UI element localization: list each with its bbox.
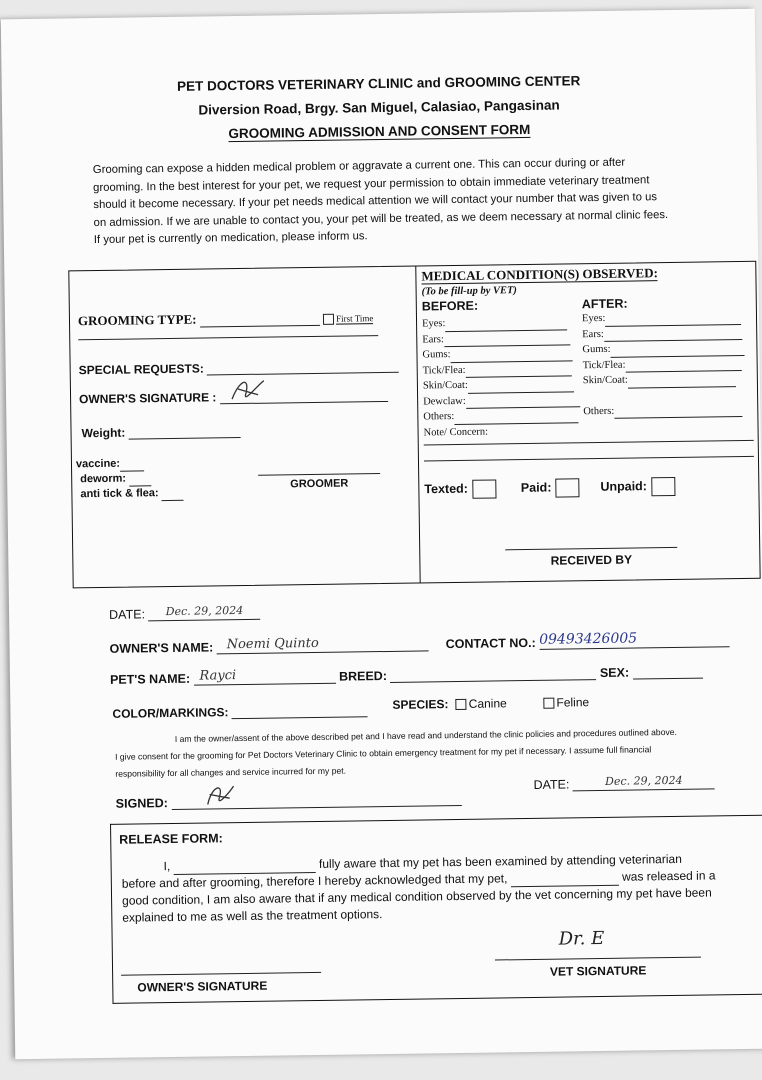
weight-field[interactable]: [129, 423, 241, 440]
vet-signature-line[interactable]: [495, 957, 701, 961]
consent-line: responsibility for all changes and service incurred for my pet.: [115, 765, 347, 779]
treatment-list: [76, 456, 184, 502]
signed-date-row: [533, 773, 715, 792]
release-text: fully aware that my pet has been examined by attending veterinarian: [318, 851, 682, 871]
after-others-field[interactable]: [614, 406, 742, 419]
anti-tick-label: anti tick & flea:: [80, 487, 159, 501]
unpaid-checkbox[interactable]: [651, 477, 675, 496]
signature-scribble-icon: [227, 375, 267, 406]
consent-paragraph: [115, 724, 678, 783]
anti-tick-field[interactable]: [162, 490, 184, 501]
breed-label: BREED:: [338, 668, 388, 684]
color-label: COLOR/MARKINGS:: [112, 705, 229, 721]
groomer-label: GROOMER: [290, 477, 349, 491]
consent-line: I am the owner/assent of the above described pet and I have read and understand the clinic policies and procedures outlined above.: [174, 726, 677, 744]
after-item: Tick/Flea:: [583, 355, 745, 373]
after-item: Ears:: [582, 324, 744, 342]
owner-signature-field[interactable]: [220, 387, 388, 404]
before-item: Ears:: [422, 330, 579, 348]
special-requests-field[interactable]: [207, 358, 399, 376]
canine-checkbox[interactable]: [456, 699, 467, 710]
weight-row: [81, 423, 240, 440]
before-item: Dewclaw:: [423, 392, 580, 410]
clinic-name: PET DOCTORS VETERINARY CLINIC and GROOMING CENTER: [176, 73, 581, 94]
release-text: I,: [163, 859, 171, 874]
deworm-field[interactable]: [129, 475, 151, 486]
intro-line: should it become necessary. If your pet needs medical attention we will contact your number that was given to us: [93, 191, 658, 212]
pet-name-label: PET'S NAME:: [109, 671, 191, 687]
paid-label: Paid:: [520, 480, 552, 495]
received-by-label: RECEIVED BY: [550, 552, 633, 568]
owner-name-row: [109, 629, 729, 656]
clinic-address: Diversion Road, Brgy. San Miguel, Calasiao, Pangasinan: [198, 97, 560, 118]
special-requests-label: SPECIAL REQUESTS:: [78, 361, 204, 378]
intro-line: If your pet is currently on medication, please inform us.: [93, 230, 368, 247]
pet-name-field[interactable]: Rayci: [193, 667, 335, 686]
vaccine-label: vaccine:: [75, 457, 121, 471]
release-form-box: [110, 815, 762, 1004]
date-row: [109, 604, 261, 622]
before-list: [422, 314, 580, 440]
color-field[interactable]: [232, 702, 368, 719]
after-item: Gums:: [582, 340, 744, 358]
sex-label: SEX:: [599, 665, 630, 681]
grooming-medical-table: [68, 261, 760, 589]
owner-name-label: OWNER'S NAME:: [109, 640, 214, 656]
owner-signature-label: OWNER'S SIGNATURE :: [78, 390, 217, 407]
vaccine-field[interactable]: [120, 460, 144, 471]
sex-field[interactable]: [632, 664, 702, 680]
texted-checkbox[interactable]: [472, 479, 496, 498]
before-item: Tick/Flea:: [423, 361, 580, 379]
feline-label: Feline: [556, 695, 590, 710]
signature-scribble-icon: [201, 780, 237, 810]
paid-checkbox[interactable]: [555, 478, 579, 497]
payment-status-row: [424, 477, 675, 499]
signed-field[interactable]: [171, 791, 461, 810]
release-paragraph: [122, 850, 717, 926]
after-skin-field[interactable]: [628, 376, 736, 389]
color-row: [112, 702, 368, 721]
signed-row: [116, 791, 462, 811]
table-divider: [415, 267, 420, 583]
grooming-type-row: [78, 309, 374, 329]
note-concern: Note/ Concern:: [423, 426, 489, 438]
medical-subtitle: (To be fill-up by VET): [421, 285, 517, 298]
after-list: [582, 309, 746, 419]
owner-name-field[interactable]: Noemi Quinto: [217, 634, 429, 654]
before-label: BEFORE:: [421, 298, 479, 314]
date-label: DATE:: [109, 607, 146, 622]
grooming-type-label: GROOMING TYPE:: [77, 311, 197, 329]
release-text: was released in a: [621, 868, 716, 884]
after-item: Eyes:: [582, 309, 744, 327]
before-item: Skin/Coat:: [423, 376, 580, 394]
release-text: explained to me as well as the treatment options.: [122, 907, 383, 925]
signed-date-field[interactable]: Dec. 29, 2024: [573, 773, 715, 791]
before-skin-field[interactable]: [468, 381, 574, 393]
signed-label: SIGNED:: [115, 796, 168, 811]
after-label: AFTER:: [581, 296, 628, 312]
pet-row: [110, 662, 703, 687]
vet-signature-label: VET SIGNATURE: [549, 963, 647, 979]
before-item: Others:: [423, 407, 580, 425]
vet-signature-mark: Dr. E: [558, 927, 605, 950]
unpaid-label: Unpaid:: [600, 479, 648, 494]
contact-field[interactable]: 09493426005: [539, 629, 729, 650]
deworm-label: deworm:: [80, 472, 127, 486]
breed-field[interactable]: [390, 665, 596, 683]
consent-form-page: [1, 9, 762, 1059]
intro-paragraph: [93, 153, 724, 249]
contact-label: CONTACT NO.:: [445, 635, 536, 652]
first-time-label: First Time: [335, 313, 374, 324]
intro-line: Grooming can expose a hidden medical problem or aggravate a current one. This can occur during or after: [92, 156, 626, 177]
release-title: RELEASE FORM:: [119, 831, 223, 847]
consent-line: I give consent for the grooming for Pet Doctors Veterinary Clinic to obtain emergency treatment for my pet if necessary. I assume full financial: [115, 744, 652, 762]
release-owner-signature-label: OWNER'S SIGNATURE: [137, 978, 268, 995]
species-label: SPECIES:: [392, 697, 449, 712]
grooming-type-extra-line[interactable]: [78, 335, 378, 340]
canine-label: Canine: [468, 696, 507, 711]
feline-checkbox[interactable]: [543, 698, 554, 709]
medical-title: MEDICAL CONDITION(S) OBSERVED:: [421, 265, 658, 284]
release-text: before and after grooming, therefore I hereby acknowledged that my pet,: [121, 871, 508, 891]
release-text: good condition, I am also aware that if any medical condition observed by the vet concerning my pet have been: [121, 885, 712, 908]
note-line[interactable]: [424, 440, 754, 446]
before-item: Gums:: [422, 345, 579, 363]
texted-label: Texted:: [424, 481, 469, 497]
grooming-type-field[interactable]: [200, 311, 320, 328]
owner-signature-row: [79, 387, 388, 406]
received-by-line[interactable]: [505, 547, 677, 550]
signed-date-label: DATE:: [533, 777, 570, 792]
species-row: [392, 695, 589, 712]
intro-line: on admission. If we are unable to contact you, your pet will be treated, as we deem necessary at normal clinic fees.: [93, 208, 669, 229]
after-item: Skin/Coat:: [583, 371, 745, 389]
before-item: Eyes:: [422, 314, 579, 332]
first-time-checkbox[interactable]: [323, 314, 334, 325]
after-item: Others:: [583, 401, 745, 419]
form-title: GROOMING ADMISSION AND CONSENT FORM: [228, 121, 531, 142]
owner-signature-line[interactable]: [121, 972, 321, 976]
date-field[interactable]: Dec. 29, 2024: [148, 604, 260, 622]
before-others-field[interactable]: [454, 412, 578, 425]
groomer-signature-line[interactable]: [258, 473, 380, 476]
intro-line: grooming. In the best interest for your pet, we request your permission to obtain immediate veterinary treatment: [93, 173, 650, 194]
note-line[interactable]: [424, 456, 754, 462]
weight-label: Weight:: [81, 425, 126, 441]
